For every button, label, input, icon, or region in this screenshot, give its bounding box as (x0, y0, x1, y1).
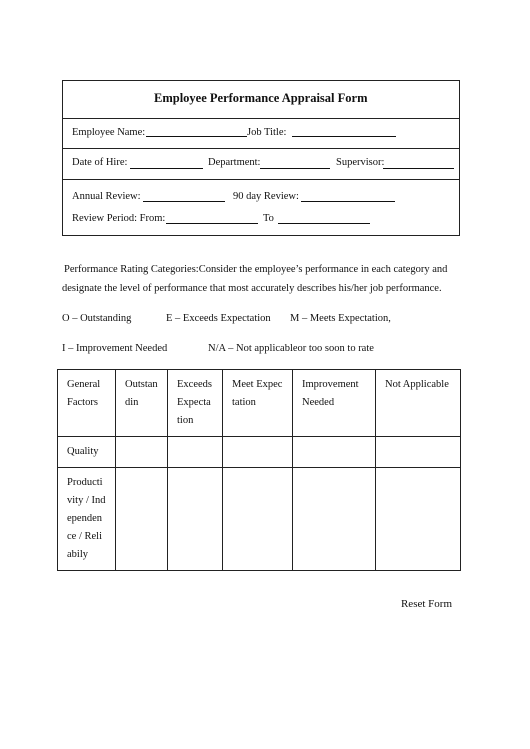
header-improvement: Improvement Needed (293, 370, 376, 437)
job-title-label: Job Title: (247, 127, 287, 138)
department-field[interactable] (260, 168, 330, 169)
rating-cell[interactable] (116, 437, 168, 468)
header-general-factors: General Factors (58, 370, 116, 437)
supervisor-field[interactable] (383, 168, 454, 169)
review-period-to-field[interactable] (278, 223, 370, 224)
header-not-applicable: Not Applicable (376, 370, 461, 437)
header-outstanding: Outstandin (116, 370, 168, 437)
rating-cell[interactable] (223, 437, 293, 468)
rating-cell[interactable] (223, 468, 293, 571)
rating-table (57, 369, 461, 571)
form-title: Employee Performance Appraisal Form (154, 91, 368, 105)
job-title-field[interactable] (292, 136, 396, 137)
employee-name-field[interactable] (146, 136, 247, 137)
rating-cell[interactable] (376, 468, 461, 571)
annual-review-field[interactable] (143, 201, 225, 202)
rating-cell[interactable] (376, 437, 461, 468)
table-row (58, 437, 461, 468)
rating-cell[interactable] (293, 437, 376, 468)
department-label: Department: (208, 157, 261, 168)
date-of-hire-label: Date of Hire: (72, 157, 128, 168)
instructions-line-2: designate the level of performance that most accurately describes his/her job performance. (62, 283, 442, 294)
employee-name-label: Employee Name: (72, 127, 146, 138)
header-exceeds: Exceeds Expectation (168, 370, 223, 437)
legend-outstanding: O – Outstanding (62, 313, 132, 324)
table-row (58, 468, 461, 571)
review-period-from-field[interactable] (166, 223, 258, 224)
rating-cell[interactable] (116, 468, 168, 571)
rating-cell[interactable] (293, 468, 376, 571)
supervisor-label: Supervisor: (336, 157, 385, 168)
annual-review-label: Annual Review: (72, 191, 141, 202)
factor-productivity: Productivity / Independence / Reliabily (58, 468, 116, 571)
divider (63, 179, 459, 180)
date-of-hire-field[interactable] (130, 168, 203, 169)
legend-improvement: I – Improvement Needed (62, 343, 168, 354)
table-header-row (58, 370, 461, 437)
legend-exceeds: E – Exceeds Expectation (166, 313, 271, 324)
review-period-to-label: To (263, 213, 274, 224)
legend-not-applicable: N/A – Not applicableor too soon to rate (208, 343, 374, 354)
rating-cell[interactable] (168, 437, 223, 468)
ninety-day-review-label: 90 day Review: (233, 191, 299, 202)
divider (63, 148, 459, 149)
instructions-line-1: Performance Rating Categories:Consider the employee’s performance in each category and (64, 264, 448, 275)
divider (63, 118, 459, 119)
factor-quality: Quality (58, 437, 116, 468)
review-period-from-label: Review Period: From: (72, 213, 166, 224)
rating-cell[interactable] (168, 468, 223, 571)
legend-meets: M – Meets Expectation, (290, 313, 391, 324)
reset-form-button[interactable]: Reset Form (400, 598, 452, 610)
ninety-day-review-field[interactable] (301, 201, 395, 202)
header-meets: Meet Expectation (223, 370, 293, 437)
